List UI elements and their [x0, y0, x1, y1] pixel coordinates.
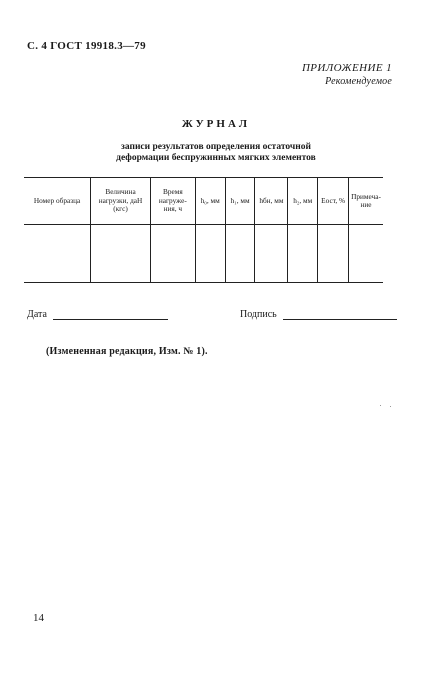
table-cell	[195, 225, 225, 283]
signature-line	[283, 310, 397, 320]
table-cell	[288, 225, 318, 283]
table-cell	[91, 225, 151, 283]
table-cell	[150, 225, 195, 283]
column-header: h₂, мм	[288, 178, 318, 225]
column-header: h₀, мм	[195, 178, 225, 225]
amendment-note: (Измененная редакция, Изм. № 1).	[46, 346, 208, 357]
table-cell	[225, 225, 255, 283]
journal-subtitle-line-2: деформации беспружинных мягких элементов	[116, 153, 316, 163]
page-number: 14	[33, 612, 44, 624]
column-header: Еост, %	[318, 178, 349, 225]
signature-label: Подпись	[240, 309, 277, 320]
signature-field	[240, 309, 397, 320]
table-cell	[255, 225, 288, 283]
table-cell	[349, 225, 383, 283]
table-cell	[24, 225, 91, 283]
table-row	[24, 225, 383, 283]
date-field	[27, 309, 168, 320]
column-header: hбн, мм	[255, 178, 288, 225]
date-label: Дата	[27, 309, 47, 320]
table-header-row	[24, 178, 383, 225]
journal-subtitle-line-1: записи результатов определения остаточной	[121, 142, 311, 152]
journal-title: ЖУРНАЛ	[181, 118, 251, 130]
appendix-block	[302, 62, 392, 88]
appendix-title: ПРИЛОЖЕНИЕ 1	[301, 62, 392, 74]
scan-speck	[390, 406, 391, 407]
column-header: Время нагруже-ния, ч	[150, 178, 195, 225]
scan-speck	[380, 405, 381, 406]
column-header: Примеча-ние	[349, 178, 383, 225]
date-line	[53, 310, 168, 320]
appendix-note: Рекомендуемое	[325, 76, 392, 87]
table-cell	[318, 225, 349, 283]
journal-subtitle	[0, 142, 432, 164]
journal-table	[24, 177, 383, 283]
column-header: Номер образца	[24, 178, 91, 225]
document-header: С. 4 ГОСТ 19918.3—79	[27, 40, 146, 52]
column-header: Величина нагрузки, даН (кгс)	[91, 178, 151, 225]
column-header: h₁, мм	[225, 178, 255, 225]
